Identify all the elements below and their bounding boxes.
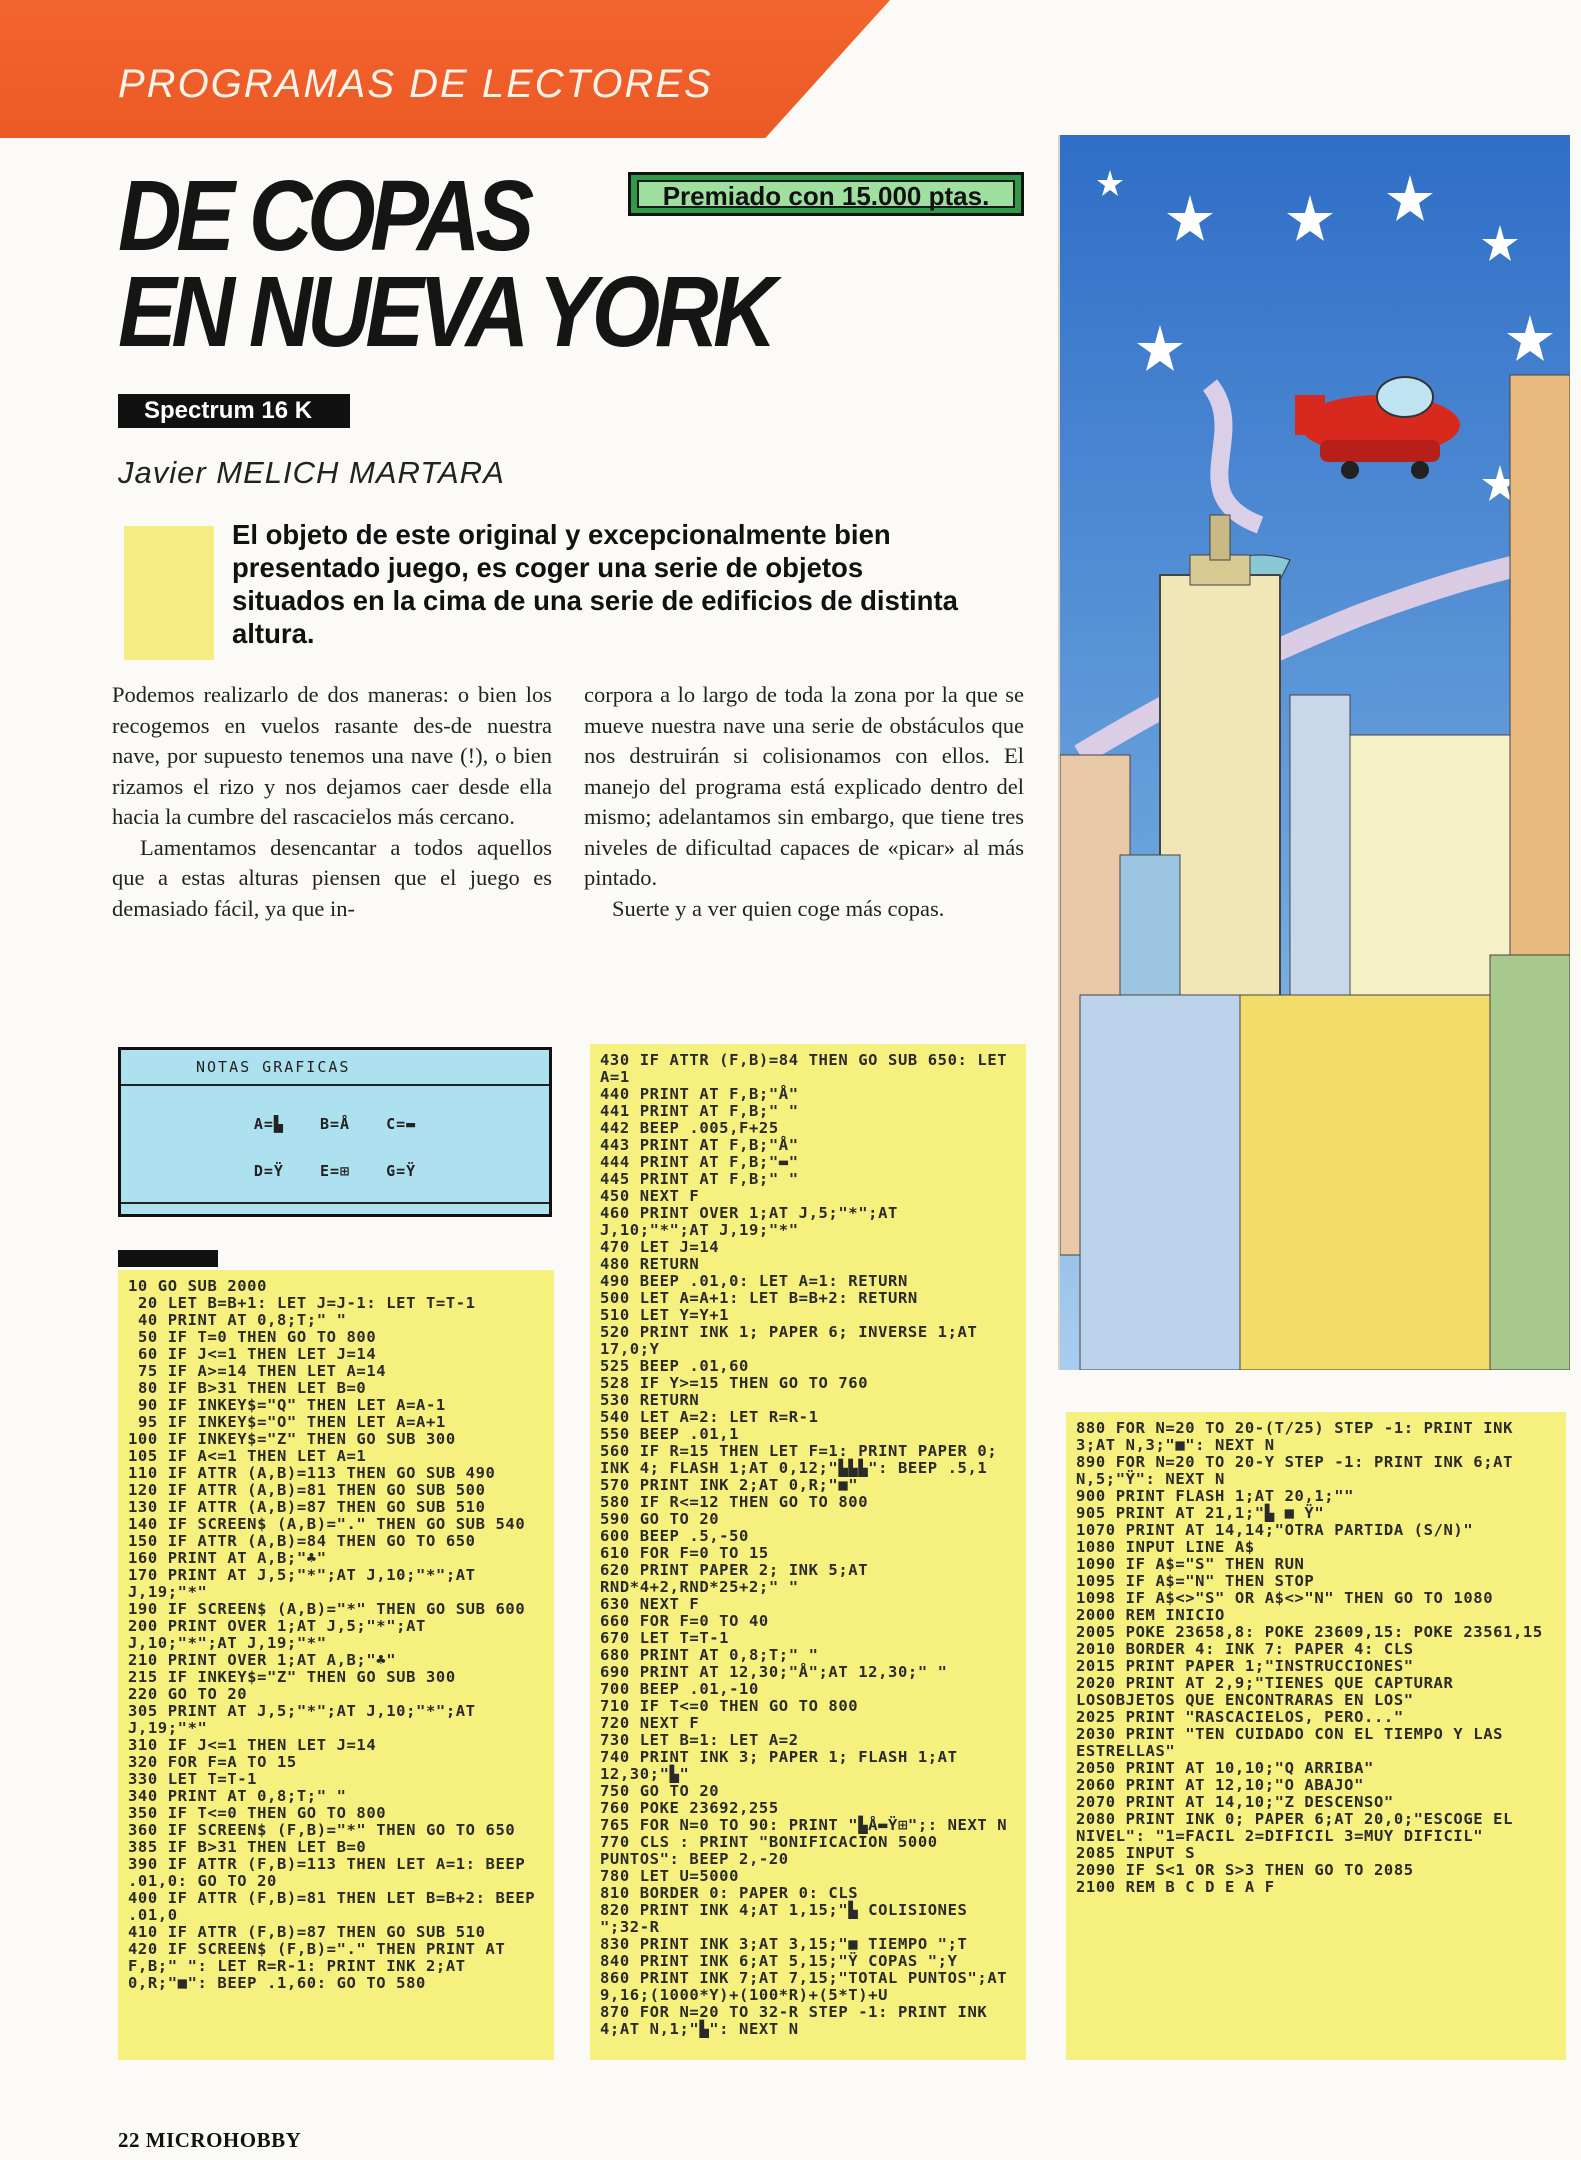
body-paragraph-2-end: corpora a lo largo de toda la zona por la que se mueve nuestra nave una serie de obstáculos que nos destruirán si colisionamos con ellos. El manejo del programa está explicado dentro del mismo; adelantamos sin embargo, que tiene tres niveles de dificultad capaces de «picar» al más pintado. <box>584 682 1024 890</box>
code-listing-3: 880 FOR N=20 TO 20-(T/25) STEP -1: PRINT INK 3;AT N,3;"■": NEXT N 890 FOR N=20 TO 20-Y STEP -1: PRINT INK 6;AT N,5;"Ÿ": NEXT N 900 PRINT FLASH 1;AT 20,1;"" 905 PRINT AT 21,1;"▙ ■ Ÿ" 1070 PRINT AT 14,14;"OTRA PARTIDA (S/N)" 1080 INPUT LINE A$ 1090 IF A$="S" THEN RUN 1095 IF A$="N" THEN STOP 1098 IF A$<>"S" OR A$<>"N" THEN GO TO 1080 2000 REM INICIO 2005 POKE 23658,8: POKE 23609,15: POKE 23561,15 2010 BORDER 4: INK 7: PAPER 4: CLS 2015 PRINT PAPER 1;"INSTRUCCIONES" 2020 PRINT AT 2,9;"TIENES QUE CAPTURAR LOSOBJETOS QUE ENCONTRARAS EN LOS" 2025 PRINT "RASCACIELOS, PERO..." 2030 PRINT "TEN CUIDADO CON EL TIEMPO Y LAS ESTRELLAS" 2050 PRINT AT 10,10;"Q ARRIBA" 2060 PRINT AT 12,10;"O ABAJO" 2070 PRINT AT 14,10;"Z DESCENSO" 2080 PRINT INK 0; PAPER 6;AT 20,0;"ESCOGE EL NIVEL": "1=FACIL 2=DIFICIL 3=MUY DIFICIL" 2085 INPUT S 2090 IF S<1 OR S>3 THEN GO TO 2085 2100 REM B C D E A F <box>1066 1412 1566 2060</box>
listing-marker <box>118 1250 218 1267</box>
skyscraper-icon <box>1240 995 1490 1370</box>
code-listing-2: 430 IF ATTR (F,B)=84 THEN GO SUB 650: LET A=1 440 PRINT AT F,B;"Å" 441 PRINT AT F,B;" " 442 BEEP .005,F+25 443 PRINT AT F,B;"Å" 444 PRINT AT F,B;"▬" 445 PRINT AT F,B;" " 450 NEXT F 460 PRINT OVER 1;AT J,5;"*";AT J,10;"*";AT J,19;"*" 470 LET J=14 480 RETURN 490 BEEP .01,0: LET A=1: RETURN 500 LET A=A+1: LET B=B+2: RETURN 510 LET Y=Y+1 520 PRINT INK 1; PAPER 6; INVERSE 1;AT 17,0;Y 525 BEEP .01,60 528 IF Y>=15 THEN GO TO 760 530 RETURN 540 LET A=2: LET R=R-1 550 BEEP .01,1 560 IF R=15 THEN LET F=1: PRINT PAPER 0; INK 4; FLASH 1;AT 0,12;"▙▙▙": BEEP .5,1 570 PRINT INK 2;AT 0,R;"■" 580 IF R<=12 THEN GO TO 800 590 GO TO 20 600 BEEP .5,-50 610 FOR F=0 TO 15 620 PRINT PAPER 2; INK 5;AT RND*4+2,RND*25+2;" " 630 NEXT F 660 FOR F=0 TO 40 670 LET T=T-1 680 PRINT AT 0,8;T;" " 690 PRINT AT 12,30;"Å";AT 12,30;" " 700 BEEP .01,-10 710 IF T<=0 THEN GO TO 800 720 NEXT F 730 LET B=1: LET A=2 740 PRINT INK 3; PAPER 1; FLASH 1;AT 12,30;"▙" 750 GO TO 20 760 POKE 23692,255 765 FOR N=0 TO 90: PRINT "▙Å▬Ÿ⊞";: NEXT N 770 CLS : PRINT "BONIFICACION 5000 PUNTOS": BEEP 2,-20 780 LET U=5000 810 BORDER 0: PAPER 0: CLS 820 PRINT INK 4;AT 1,15;"▙ COLISIONES ";32-R 830 PRINT INK 3;AT 3,15;"■ TIEMPO ";T 840 PRINT INK 6;AT 5,15;"Ÿ COPAS ";Y 860 PRINT INK 7;AT 7,15;"TOTAL PUNTOS";AT 9,16;(1000*Y)+(100*R)+(5*T)+U 870 FOR N=20 TO 32-R STEP -1: PRINT INK 4;AT N,1;"▙": NEXT N <box>590 1044 1026 2060</box>
body-column-2 <box>584 680 1024 924</box>
divider <box>121 1202 549 1204</box>
divider <box>121 1084 549 1086</box>
title-line-2: EN NUEVA YORK <box>118 256 772 368</box>
graphics-notes-box <box>118 1047 552 1217</box>
lead-accent-bar <box>124 526 214 660</box>
body-column-1 <box>112 680 552 924</box>
body-paragraph-3: Suerte y a ver quien coge más copas. <box>612 895 945 921</box>
skyscraper-icon <box>1080 995 1240 1370</box>
prize-badge <box>628 172 1024 216</box>
illustration <box>1058 135 1570 1370</box>
page-footer: 22 MICROHOBBY <box>118 2128 302 2152</box>
machine-badge: Spectrum 16 K <box>118 394 350 428</box>
body-paragraph-1: Podemos realizarlo de dos maneras: o bien los recogemos en vuelos rasante des-de nuestra nave, por supuesto tenemos una nave (!), o bien rizamos el rizo y nos dejamos caer desde ella hacia la cumbre del rascacielos más cercano. <box>112 682 552 829</box>
section-banner-label: PROGRAMAS DE LECTORES <box>118 62 713 106</box>
body-paragraph-2-start: Lamentamos desencantar a todos aquellos que a estas alturas piensen que el juego es demasiado fácil, ya que in- <box>112 834 552 921</box>
skyscraper-icon <box>1490 955 1570 1370</box>
lead-paragraph: El objeto de este original y excepcionalmente bien presentado juego, es coger una serie de objetos situados en la cima de una serie de edificios de distinta altura. <box>232 519 958 649</box>
code-listing-1: 10 GO SUB 2000 20 LET B=B+1: LET J=J-1: LET T=T-1 40 PRINT AT 0,8;T;" " 50 IF T=0 THEN GO TO 800 60 IF J<=1 THEN LET J=14 75 IF A>=14 THEN LET A=14 80 IF B>31 THEN LET B=0 90 IF INKEY$="Q" THEN LET A=A-1 95 IF INKEY$="O" THEN LET A=A+1 100 IF INKEY$="Z" THEN GO SUB 300 105 IF A<=1 THEN LET A=1 110 IF ATTR (A,B)=113 THEN GO SUB 490 120 IF ATTR (A,B)=81 THEN GO SUB 500 130 IF ATTR (A,B)=87 THEN GO SUB 510 140 IF SCREEN$ (A,B)="." THEN GO SUB 540 150 IF ATTR (A,B)=84 THEN GO TO 650 160 PRINT AT A,B;"♣" 170 PRINT AT J,5;"*";AT J,10;"*";AT J,19;"*" 190 IF SCREEN$ (A,B)="*" THEN GO SUB 600 200 PRINT OVER 1;AT J,5;"*";AT J,10;"*";AT J,19;"*" 210 PRINT OVER 1;AT A,B;"♣" 215 IF INKEY$="Z" THEN GO SUB 300 220 GO TO 20 305 PRINT AT J,5;"*";AT J,10;"*";AT J,19;"*" 310 IF J<=1 THEN LET J=14 320 FOR F=A TO 15 330 LET T=T-1 340 PRINT AT 0,8;T;" " 350 IF T<=0 THEN GO TO 800 360 IF SCREEN$ (F,B)="*" THEN GO TO 650 385 IF B>31 THEN LET B=0 390 IF ATTR (F,B)=113 THEN LET A=1: BEEP .01,0: GO TO 20 400 IF ATTR (F,B)=81 THEN LET B=B+2: BEEP .01,0 410 IF ATTR (F,B)=87 THEN GO SUB 510 420 IF SCREEN$ (F,B)="." THEN PRINT AT F,B;" ": LET R=R-1: PRINT INK 2;AT 0,R;"■": BEEP .1,60: GO TO 580 <box>118 1270 554 2060</box>
city-illustration-svg <box>1060 135 1570 1370</box>
graphics-notes-row-2: D=Ÿ E=⊞ G=Ÿ <box>253 1162 417 1180</box>
prize-label: Premiado con 15.000 ptas. <box>637 180 1015 208</box>
graphics-notes-title: NOTAS GRAFICAS <box>196 1058 351 1076</box>
title-line-1: DE COPAS <box>118 160 529 272</box>
author-name: Javier MELICH MARTARA <box>118 455 505 490</box>
graphics-notes-row-1: A=▙ B=Å C=▬ <box>253 1115 417 1133</box>
